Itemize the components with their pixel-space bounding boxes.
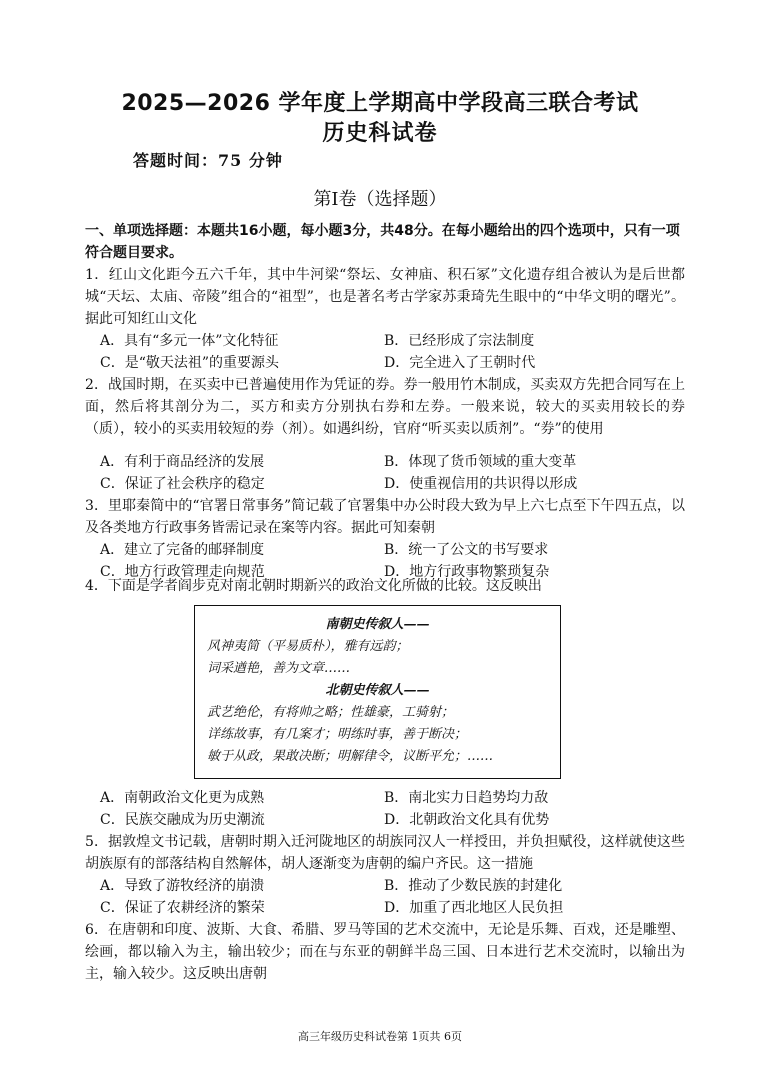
- option-a: A．建立了完备的邮驿制度: [100, 542, 265, 558]
- question-4-options: [100, 787, 685, 831]
- question-6-stem: 6．在唐朝和印度、波斯、大食、希腊、罗马等国的艺术交流中，无论是乐舞、百戏，还是雕塑、绘画，都以输入为主，输出较少；而在与东亚的朝鲜半岛三国、日本进行艺术交流时，以输出为主，输入较少。这反映出唐朝: [85, 922, 685, 982]
- option-a: A．有利于商品经济的发展: [100, 454, 265, 470]
- north-line: 详练故事，有几案才；明练时事，善于断决；: [207, 727, 468, 742]
- option-c: C．地方行政管理走向规范: [100, 564, 265, 580]
- option-d: D．完全进入了王朝时代: [384, 355, 536, 371]
- option-b: B．体现了货币领域的重大变革: [384, 454, 577, 470]
- question-4-stem: 4．下面是学者阎步克对南北朝时期新兴的政治文化所做的比较。这反映出: [85, 578, 542, 594]
- question-1-stem: 1．红山文化距今五六千年，其中牛河梁“祭坛、女神庙、积石冢”文化遗存组合被认为是后世都城“天坛、太庙、帝陵”组合的“祖型”，也是著名考古学家苏秉琦先生眼中的“中华文明的曙光”。据此可知红山文化: [85, 267, 685, 327]
- option-b: B．已经形成了宗法制度: [384, 333, 535, 349]
- option-b: B．南北实力日趋势均力敌: [384, 790, 549, 806]
- option-d: D．北朝政治文化具有优势: [384, 812, 550, 828]
- option-a: A．具有“多元一体”文化特征: [100, 333, 279, 349]
- exam-subject-title: 历史科试卷: [322, 121, 438, 146]
- option-a: A．导致了游牧经济的崩溃: [100, 878, 265, 894]
- option-d: D．地方行政事物繁琐复杂: [384, 564, 550, 580]
- north-line: 敏于从政，果敢决断；明解律令，议断平允；……: [207, 749, 494, 764]
- page-footer: 高三年级历史科试卷第 1页共 6页: [298, 1030, 462, 1043]
- option-c: C．是“敬天法祖”的重要源头: [100, 355, 280, 371]
- option-c: C．保证了农耕经济的繁荣: [100, 900, 265, 916]
- question-5-options: [100, 875, 685, 919]
- part-heading: 第Ⅰ卷（选择题）: [313, 189, 447, 210]
- option-c: C．保证了社会秩序的稳定: [100, 476, 265, 492]
- south-heading: 南朝史传叙人——: [325, 617, 430, 632]
- question-3-stem: 3．里耶秦简中的“官署日常事务”简记载了官署集中办公时段大致为早上六七点至下午四五点，以及各类地方行政事务皆需记录在案等内容。据此可知秦朝: [85, 498, 685, 536]
- option-d: D．加重了西北地区人民负担: [384, 900, 564, 916]
- comparison-box: [194, 605, 561, 779]
- south-line: 词采遒艳，善为文章……: [207, 661, 351, 676]
- option-a: A．南朝政治文化更为成熟: [100, 790, 265, 806]
- option-b: B．统一了公文的书写要求: [384, 542, 549, 558]
- option-c: C．民族交融成为历史潮流: [100, 812, 265, 828]
- answer-time: 答题时间：75 分钟: [133, 151, 283, 170]
- question-2-options: [100, 451, 685, 495]
- north-heading: 北朝史传叙人——: [325, 683, 430, 698]
- option-d: D．使重视信用的共识得以形成: [384, 476, 578, 492]
- exam-title: 2025—2026 学年度上学期高中学段高三联合考试: [121, 91, 639, 116]
- north-line: 武艺绝伦，有将帅之略；性雄豪，工骑射；: [207, 705, 455, 720]
- option-b: B．推动了少数民族的封建化: [384, 878, 563, 894]
- question-5-stem: 5．据敦煌文书记载，唐朝时期入迁河陇地区的胡族同汉人一样授田，并负担赋役，这样就使这些胡族原有的部落结构自然解体，胡人逐渐变为唐朝的编户齐民。这一措施: [85, 834, 685, 872]
- south-line: 风神夷简（平易质朴），雅有远韵；: [207, 639, 409, 654]
- question-1-options: [100, 330, 685, 374]
- question-2-stem: 2．战国时期，在买卖中已普遍使用作为凭证的券。券一般用竹木制成，买卖双方先把合同写在上面，然后将其剖分为二，买方和卖方分别执右券和左券。一般来说，较大的买卖用较长的券（质），较小的买卖用较短的券（剂）。如遇纠纷，官府“听买卖以质剂”。“券”的使用: [85, 377, 685, 437]
- section-instructions: 一、单项选择题：本题共16小题，每小题3分，共48分。在每小题给出的四个选项中，只有一项符合题目要求。: [85, 223, 680, 261]
